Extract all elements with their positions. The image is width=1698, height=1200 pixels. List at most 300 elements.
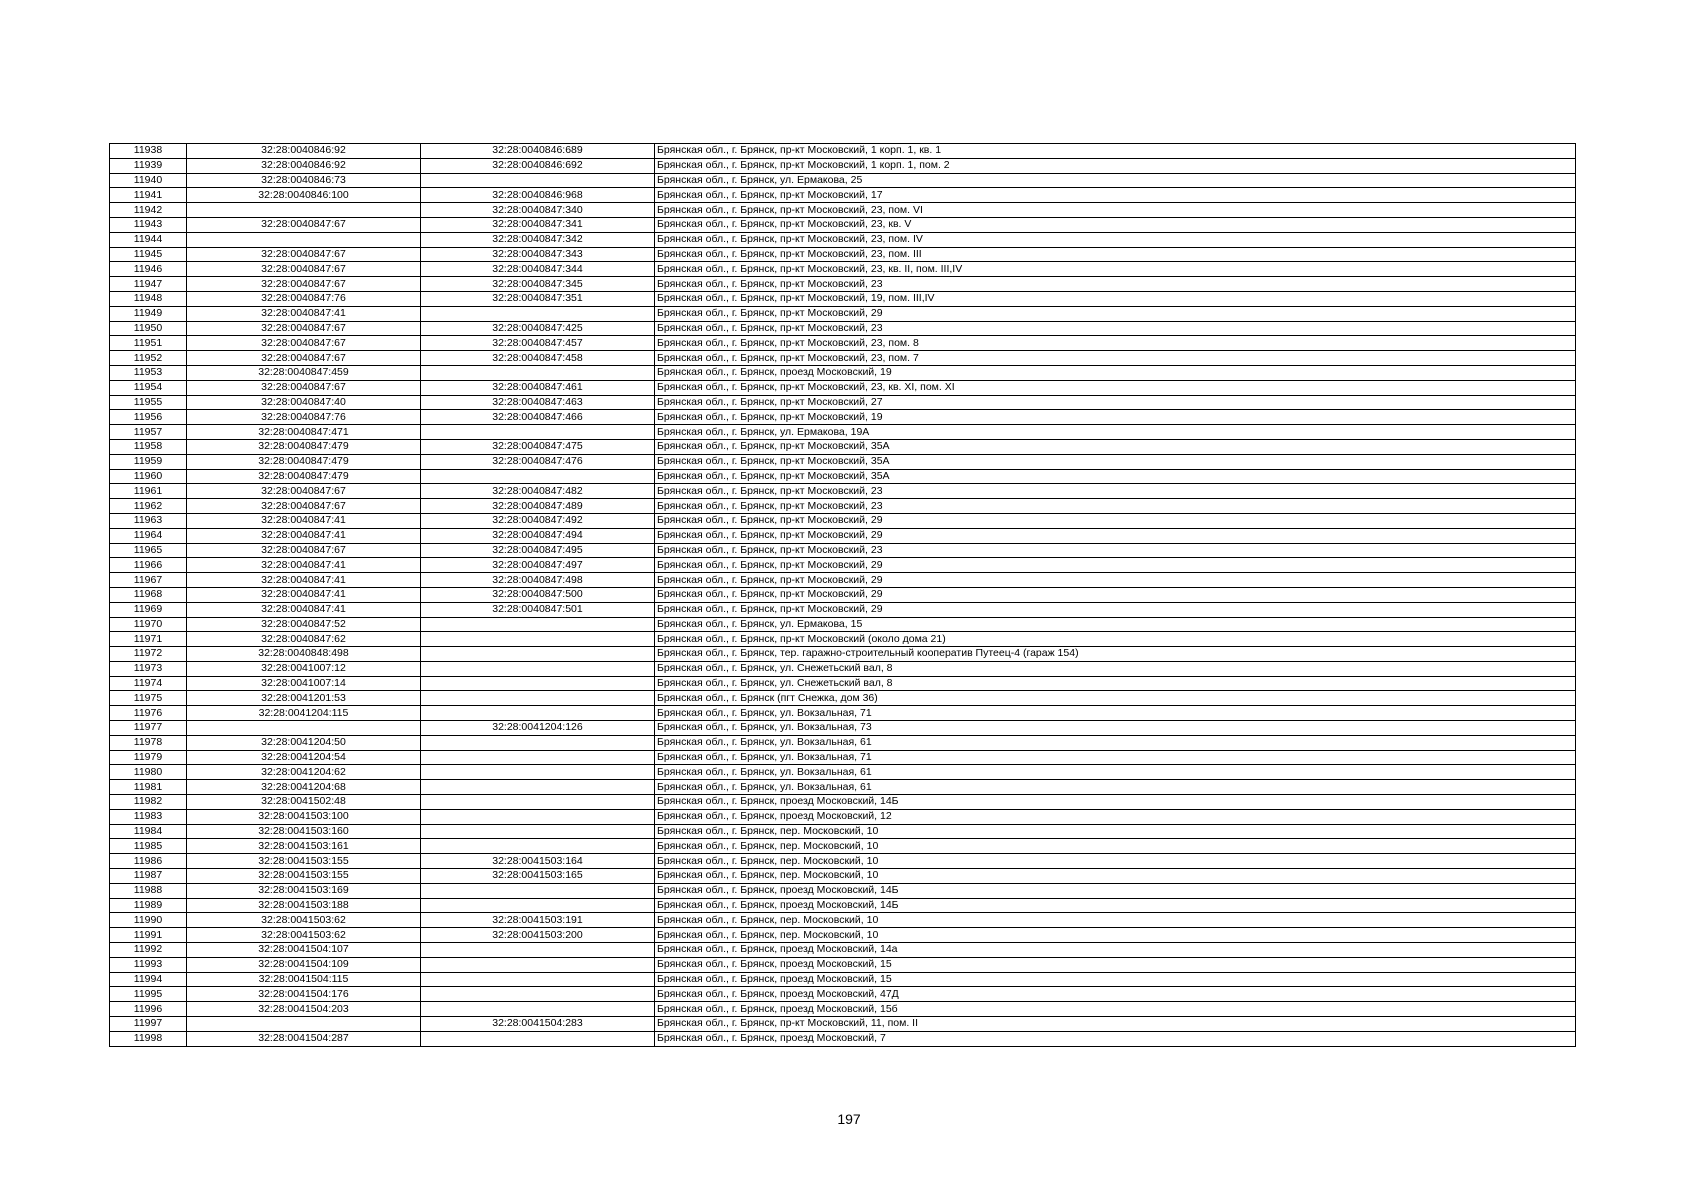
object-number-cell [421, 943, 655, 958]
row-number-cell: 11955 [110, 395, 187, 410]
table-row [110, 291, 1576, 306]
address-cell: Брянская обл., г. Брянск, проезд Московский, 14Б [655, 795, 1576, 810]
row-number-cell: 11961 [110, 484, 187, 499]
object-number-cell [421, 839, 655, 854]
table-row [110, 203, 1576, 218]
land-parcel-number-cell: 32:28:0040847:41 [187, 306, 421, 321]
row-number-cell: 11977 [110, 721, 187, 736]
table-row [110, 543, 1576, 558]
row-number-cell: 11956 [110, 410, 187, 425]
table-row [110, 735, 1576, 750]
table-row [110, 173, 1576, 188]
table-row [110, 425, 1576, 440]
address-cell: Брянская обл., г. Брянск, пр-кт Московский, 23, пом. 7 [655, 351, 1576, 366]
address-cell: Брянская обл., г. Брянск, ул. Ермакова, 25 [655, 173, 1576, 188]
row-number-cell: 11969 [110, 602, 187, 617]
row-number-cell: 11942 [110, 203, 187, 218]
land-parcel-number-cell: 32:28:0040846:100 [187, 188, 421, 203]
address-cell: Брянская обл., г. Брянск, ул. Вокзальная, 61 [655, 735, 1576, 750]
row-number-cell: 11947 [110, 277, 187, 292]
land-parcel-number-cell: 32:28:0041503:155 [187, 869, 421, 884]
land-parcel-number-cell: 32:28:0040847:76 [187, 291, 421, 306]
land-parcel-number-cell: 32:28:0041504:176 [187, 987, 421, 1002]
table-row [110, 854, 1576, 869]
land-parcel-number-cell: 32:28:0041503:188 [187, 898, 421, 913]
address-cell: Брянская обл., г. Брянск, пр-кт Московский, 23, кв. V [655, 217, 1576, 232]
address-cell: Брянская обл., г. Брянск, пр-кт Московский, 19, пом. III,IV [655, 291, 1576, 306]
object-number-cell: 32:28:0041503:200 [421, 928, 655, 943]
table-row [110, 795, 1576, 810]
row-number-cell: 11938 [110, 144, 187, 159]
address-cell: Брянская обл., г. Брянск, проезд Московский, 47Д [655, 987, 1576, 1002]
object-number-cell: 32:28:0040847:492 [421, 513, 655, 528]
land-parcel-number-cell: 32:28:0040848:498 [187, 647, 421, 662]
table-row [110, 987, 1576, 1002]
object-number-cell [421, 809, 655, 824]
table-row [110, 587, 1576, 602]
table-row [110, 306, 1576, 321]
table-row [110, 351, 1576, 366]
table-row [110, 824, 1576, 839]
row-number-cell: 11997 [110, 1017, 187, 1032]
land-parcel-number-cell: 32:28:0041204:54 [187, 750, 421, 765]
address-cell: Брянская обл., г. Брянск, проезд Московский, 14Б [655, 883, 1576, 898]
land-parcel-number-cell: 32:28:0041503:155 [187, 854, 421, 869]
row-number-cell: 11985 [110, 839, 187, 854]
address-cell: Брянская обл., г. Брянск (пгт Снежка, дом 36) [655, 691, 1576, 706]
row-number-cell: 11993 [110, 957, 187, 972]
object-number-cell [421, 661, 655, 676]
row-number-cell: 11951 [110, 336, 187, 351]
land-parcel-number-cell: 32:28:0041201:53 [187, 691, 421, 706]
row-number-cell: 11968 [110, 587, 187, 602]
land-parcel-number-cell: 32:28:0040847:41 [187, 587, 421, 602]
object-number-cell: 32:28:0040847:500 [421, 587, 655, 602]
address-cell: Брянская обл., г. Брянск, тер. гаражно-строительный кооператив Путеец-4 (гараж 154) [655, 647, 1576, 662]
object-number-cell: 32:28:0040847:425 [421, 321, 655, 336]
row-number-cell: 11958 [110, 439, 187, 454]
address-cell: Брянская обл., г. Брянск, пр-кт Московский, 23, пом. IV [655, 232, 1576, 247]
row-number-cell: 11940 [110, 173, 187, 188]
object-number-cell: 32:28:0040847:461 [421, 380, 655, 395]
address-cell: Брянская обл., г. Брянск, пр-кт Московский, 11, пом. II [655, 1017, 1576, 1032]
address-cell: Брянская обл., г. Брянск, пер. Московский, 10 [655, 869, 1576, 884]
land-parcel-number-cell: 32:28:0040847:67 [187, 277, 421, 292]
address-cell: Брянская обл., г. Брянск, пр-кт Московский, 23 [655, 277, 1576, 292]
address-cell: Брянская обл., г. Брянск, пр-кт Московский, 23, пом. III [655, 247, 1576, 262]
table-row [110, 1002, 1576, 1017]
address-cell: Брянская обл., г. Брянск, проезд Московский, 15 [655, 957, 1576, 972]
object-number-cell: 32:28:0040847:498 [421, 573, 655, 588]
row-number-cell: 11946 [110, 262, 187, 277]
address-cell: Брянская обл., г. Брянск, пр-кт Московский, 35А [655, 469, 1576, 484]
address-cell: Брянская обл., г. Брянск, пр-кт Московский, 1 корп. 1, кв. 1 [655, 144, 1576, 159]
table-row [110, 721, 1576, 736]
object-number-cell [421, 750, 655, 765]
land-parcel-number-cell: 32:28:0041502:48 [187, 795, 421, 810]
object-number-cell [421, 898, 655, 913]
table-row [110, 321, 1576, 336]
address-cell: Брянская обл., г. Брянск, проезд Московский, 15б [655, 1002, 1576, 1017]
address-cell: Брянская обл., г. Брянск, пер. Московский, 10 [655, 913, 1576, 928]
land-parcel-number-cell: 32:28:0040847:479 [187, 469, 421, 484]
address-cell: Брянская обл., г. Брянск, ул. Ермакова, 19А [655, 425, 1576, 440]
row-number-cell: 11976 [110, 706, 187, 721]
land-parcel-number-cell: 32:28:0040847:62 [187, 632, 421, 647]
land-parcel-number-cell: 32:28:0040847:67 [187, 351, 421, 366]
land-parcel-number-cell: 32:28:0040847:40 [187, 395, 421, 410]
address-cell: Брянская обл., г. Брянск, ул. Ермакова, 15 [655, 617, 1576, 632]
address-cell: Брянская обл., г. Брянск, проезд Московский, 15 [655, 972, 1576, 987]
address-cell: Брянская обл., г. Брянск, пр-кт Московский, 23 [655, 543, 1576, 558]
row-number-cell: 11979 [110, 750, 187, 765]
row-number-cell: 11972 [110, 647, 187, 662]
table-row [110, 380, 1576, 395]
row-number-cell: 11986 [110, 854, 187, 869]
address-cell: Брянская обл., г. Брянск, проезд Московский, 7 [655, 1031, 1576, 1046]
row-number-cell: 11966 [110, 558, 187, 573]
table-row [110, 232, 1576, 247]
address-cell: Брянская обл., г. Брянск, пр-кт Московский, 29 [655, 587, 1576, 602]
table-row [110, 898, 1576, 913]
address-cell: Брянская обл., г. Брянск, пр-кт Московский, 29 [655, 513, 1576, 528]
table-row [110, 928, 1576, 943]
table-row [110, 558, 1576, 573]
table-row [110, 1017, 1576, 1032]
object-number-cell: 32:28:0040847:342 [421, 232, 655, 247]
object-number-cell [421, 765, 655, 780]
address-cell: Брянская обл., г. Брянск, пр-кт Московский, 23, пом. VI [655, 203, 1576, 218]
table-row [110, 262, 1576, 277]
table-row [110, 883, 1576, 898]
object-number-cell: 32:28:0040847:351 [421, 291, 655, 306]
address-cell: Брянская обл., г. Брянск, пр-кт Московский, 1 корп. 1, пом. 2 [655, 158, 1576, 173]
land-parcel-number-cell: 32:28:0040847:67 [187, 484, 421, 499]
row-number-cell: 11984 [110, 824, 187, 839]
object-number-cell: 32:28:0041503:165 [421, 869, 655, 884]
land-parcel-number-cell: 32:28:0040847:41 [187, 513, 421, 528]
row-number-cell: 11992 [110, 943, 187, 958]
object-number-cell: 32:28:0040846:692 [421, 158, 655, 173]
row-number-cell: 11939 [110, 158, 187, 173]
table-row [110, 484, 1576, 499]
object-number-cell: 32:28:0040847:497 [421, 558, 655, 573]
address-cell: Брянская обл., г. Брянск, пер. Московский, 10 [655, 824, 1576, 839]
object-number-cell: 32:28:0040847:463 [421, 395, 655, 410]
address-cell: Брянская обл., г. Брянск, проезд Московский, 14а [655, 943, 1576, 958]
land-parcel-number-cell: 32:28:0040847:76 [187, 410, 421, 425]
object-number-cell: 32:28:0040847:458 [421, 351, 655, 366]
row-number-cell: 11980 [110, 765, 187, 780]
address-cell: Брянская обл., г. Брянск, пер. Московский, 10 [655, 839, 1576, 854]
table-row [110, 144, 1576, 159]
table-row [110, 439, 1576, 454]
address-cell: Брянская обл., г. Брянск, проезд Московский, 12 [655, 809, 1576, 824]
land-parcel-number-cell: 32:28:0040847:67 [187, 321, 421, 336]
object-number-cell: 32:28:0041204:126 [421, 721, 655, 736]
land-parcel-number-cell [187, 1017, 421, 1032]
land-parcel-number-cell: 32:28:0040847:67 [187, 247, 421, 262]
land-parcel-number-cell: 32:28:0041007:14 [187, 676, 421, 691]
land-parcel-number-cell: 32:28:0041504:287 [187, 1031, 421, 1046]
table-row [110, 1031, 1576, 1046]
table-row [110, 469, 1576, 484]
land-parcel-number-cell: 32:28:0041204:68 [187, 780, 421, 795]
land-parcel-number-cell: 32:28:0041503:62 [187, 928, 421, 943]
land-parcel-number-cell: 32:28:0041504:115 [187, 972, 421, 987]
row-number-cell: 11983 [110, 809, 187, 824]
land-parcel-number-cell: 32:28:0040847:67 [187, 380, 421, 395]
row-number-cell: 11959 [110, 454, 187, 469]
row-number-cell: 11998 [110, 1031, 187, 1046]
row-number-cell: 11994 [110, 972, 187, 987]
object-number-cell [421, 1002, 655, 1017]
land-parcel-number-cell: 32:28:0040847:41 [187, 528, 421, 543]
address-cell: Брянская обл., г. Брянск, пр-кт Московский, 23, кв. XI, пом. XI [655, 380, 1576, 395]
object-number-cell: 32:28:0040847:476 [421, 454, 655, 469]
land-parcel-number-cell: 32:28:0041504:107 [187, 943, 421, 958]
object-number-cell [421, 1031, 655, 1046]
object-number-cell [421, 365, 655, 380]
land-parcel-number-cell: 32:28:0041503:161 [187, 839, 421, 854]
table-row [110, 839, 1576, 854]
object-number-cell: 32:28:0040847:489 [421, 499, 655, 514]
row-number-cell: 11975 [110, 691, 187, 706]
land-parcel-number-cell: 32:28:0041503:160 [187, 824, 421, 839]
row-number-cell: 11974 [110, 676, 187, 691]
land-parcel-number-cell: 32:28:0041503:62 [187, 913, 421, 928]
table-row [110, 573, 1576, 588]
land-parcel-number-cell: 32:28:0041204:115 [187, 706, 421, 721]
row-number-cell: 11970 [110, 617, 187, 632]
object-number-cell [421, 469, 655, 484]
land-parcel-number-cell: 32:28:0040846:73 [187, 173, 421, 188]
object-number-cell: 32:28:0040847:341 [421, 217, 655, 232]
object-number-cell: 32:28:0040847:466 [421, 410, 655, 425]
row-number-cell: 11960 [110, 469, 187, 484]
address-cell: Брянская обл., г. Брянск, ул. Вокзальная, 71 [655, 750, 1576, 765]
table-row [110, 647, 1576, 662]
object-number-cell: 32:28:0040847:457 [421, 336, 655, 351]
address-cell: Брянская обл., г. Брянск, ул. Снежетьский вал, 8 [655, 676, 1576, 691]
address-cell: Брянская обл., г. Брянск, ул. Вокзальная, 71 [655, 706, 1576, 721]
row-number-cell: 11963 [110, 513, 187, 528]
row-number-cell: 11957 [110, 425, 187, 440]
table-row [110, 765, 1576, 780]
land-parcel-number-cell: 32:28:0040847:52 [187, 617, 421, 632]
table-row [110, 513, 1576, 528]
row-number-cell: 11949 [110, 306, 187, 321]
table-row [110, 499, 1576, 514]
land-parcel-number-cell: 32:28:0040847:479 [187, 439, 421, 454]
address-cell: Брянская обл., г. Брянск, пер. Московский, 10 [655, 854, 1576, 869]
object-number-cell: 32:28:0040847:501 [421, 602, 655, 617]
address-cell: Брянская обл., г. Брянск, ул. Вокзальная, 61 [655, 765, 1576, 780]
table-row [110, 913, 1576, 928]
land-parcel-number-cell: 32:28:0040846:92 [187, 144, 421, 159]
address-cell: Брянская обл., г. Брянск, пр-кт Московский, 23 [655, 484, 1576, 499]
cadastral-table-body [110, 144, 1576, 1047]
table-row [110, 528, 1576, 543]
address-cell: Брянская обл., г. Брянск, пр-кт Московский, 17 [655, 188, 1576, 203]
table-row [110, 780, 1576, 795]
row-number-cell: 11965 [110, 543, 187, 558]
object-number-cell: 32:28:0040847:495 [421, 543, 655, 558]
object-number-cell: 32:28:0040847:494 [421, 528, 655, 543]
object-number-cell [421, 706, 655, 721]
address-cell: Брянская обл., г. Брянск, пр-кт Московский, 23 [655, 499, 1576, 514]
row-number-cell: 11944 [110, 232, 187, 247]
land-parcel-number-cell: 32:28:0040847:459 [187, 365, 421, 380]
object-number-cell: 32:28:0040847:340 [421, 203, 655, 218]
table-row [110, 158, 1576, 173]
table-row [110, 395, 1576, 410]
land-parcel-number-cell: 32:28:0041503:169 [187, 883, 421, 898]
row-number-cell: 11943 [110, 217, 187, 232]
row-number-cell: 11981 [110, 780, 187, 795]
table-row [110, 676, 1576, 691]
land-parcel-number-cell [187, 203, 421, 218]
table-row [110, 217, 1576, 232]
land-parcel-number-cell: 32:28:0041504:203 [187, 1002, 421, 1017]
land-parcel-number-cell: 32:28:0041504:109 [187, 957, 421, 972]
table-row [110, 277, 1576, 292]
object-number-cell [421, 780, 655, 795]
table-row [110, 247, 1576, 262]
table-row [110, 365, 1576, 380]
land-parcel-number-cell: 32:28:0040846:92 [187, 158, 421, 173]
object-number-cell [421, 735, 655, 750]
land-parcel-number-cell: 32:28:0040847:41 [187, 558, 421, 573]
object-number-cell [421, 647, 655, 662]
row-number-cell: 11953 [110, 365, 187, 380]
object-number-cell [421, 824, 655, 839]
row-number-cell: 11950 [110, 321, 187, 336]
object-number-cell: 32:28:0041503:164 [421, 854, 655, 869]
table-row [110, 188, 1576, 203]
address-cell: Брянская обл., г. Брянск, пр-кт Московский, 35А [655, 454, 1576, 469]
object-number-cell [421, 632, 655, 647]
land-parcel-number-cell [187, 721, 421, 736]
row-number-cell: 11978 [110, 735, 187, 750]
table-row [110, 943, 1576, 958]
object-number-cell [421, 173, 655, 188]
row-number-cell: 11971 [110, 632, 187, 647]
table-row [110, 617, 1576, 632]
object-number-cell: 32:28:0040847:345 [421, 277, 655, 292]
address-cell: Брянская обл., г. Брянск, пр-кт Московский, 19 [655, 410, 1576, 425]
row-number-cell: 11987 [110, 869, 187, 884]
address-cell: Брянская обл., г. Брянск, ул. Вокзальная, 73 [655, 721, 1576, 736]
row-number-cell: 11962 [110, 499, 187, 514]
address-cell: Брянская обл., г. Брянск, пр-кт Московский, 29 [655, 528, 1576, 543]
object-number-cell [421, 425, 655, 440]
object-number-cell [421, 795, 655, 810]
address-cell: Брянская обл., г. Брянск, пр-кт Московский, 29 [655, 306, 1576, 321]
address-cell: Брянская обл., г. Брянск, ул. Вокзальная, 61 [655, 780, 1576, 795]
object-number-cell: 32:28:0040847:482 [421, 484, 655, 499]
address-cell: Брянская обл., г. Брянск, пр-кт Московский, 23, кв. II, пом. III,IV [655, 262, 1576, 277]
row-number-cell: 11991 [110, 928, 187, 943]
land-parcel-number-cell: 32:28:0041503:100 [187, 809, 421, 824]
row-number-cell: 11996 [110, 1002, 187, 1017]
object-number-cell: 32:28:0040847:344 [421, 262, 655, 277]
object-number-cell [421, 972, 655, 987]
address-cell: Брянская обл., г. Брянск, пр-кт Московский, 35А [655, 439, 1576, 454]
land-parcel-number-cell: 32:28:0041204:50 [187, 735, 421, 750]
row-number-cell: 11995 [110, 987, 187, 1002]
table-row [110, 410, 1576, 425]
row-number-cell: 11964 [110, 528, 187, 543]
row-number-cell: 11941 [110, 188, 187, 203]
row-number-cell: 11988 [110, 883, 187, 898]
address-cell: Брянская обл., г. Брянск, пр-кт Московский (около дома 21) [655, 632, 1576, 647]
address-cell: Брянская обл., г. Брянск, пр-кт Московский, 23, пом. 8 [655, 336, 1576, 351]
page-number: 197 [837, 1111, 861, 1127]
land-parcel-number-cell: 32:28:0041007:12 [187, 661, 421, 676]
object-number-cell: 32:28:0040846:968 [421, 188, 655, 203]
address-cell: Брянская обл., г. Брянск, пр-кт Московский, 29 [655, 558, 1576, 573]
row-number-cell: 11973 [110, 661, 187, 676]
land-parcel-number-cell: 32:28:0041204:62 [187, 765, 421, 780]
address-cell: Брянская обл., г. Брянск, пр-кт Московский, 29 [655, 602, 1576, 617]
row-number-cell: 11954 [110, 380, 187, 395]
table-row [110, 602, 1576, 617]
land-parcel-number-cell: 32:28:0040847:67 [187, 336, 421, 351]
object-number-cell [421, 883, 655, 898]
object-number-cell: 32:28:0040847:343 [421, 247, 655, 262]
row-number-cell: 11982 [110, 795, 187, 810]
land-parcel-number-cell: 32:28:0040847:479 [187, 454, 421, 469]
table-row [110, 972, 1576, 987]
row-number-cell: 11948 [110, 291, 187, 306]
address-cell: Брянская обл., г. Брянск, пр-кт Московский, 29 [655, 573, 1576, 588]
table-row [110, 454, 1576, 469]
land-parcel-number-cell [187, 232, 421, 247]
table-row [110, 809, 1576, 824]
row-number-cell: 11990 [110, 913, 187, 928]
row-number-cell: 11952 [110, 351, 187, 366]
object-number-cell: 32:28:0040847:475 [421, 439, 655, 454]
table-row [110, 750, 1576, 765]
table-row [110, 869, 1576, 884]
land-parcel-number-cell: 32:28:0040847:41 [187, 573, 421, 588]
table-row [110, 691, 1576, 706]
land-parcel-number-cell: 32:28:0040847:67 [187, 499, 421, 514]
address-cell: Брянская обл., г. Брянск, ул. Снежетьский вал, 8 [655, 661, 1576, 676]
land-parcel-number-cell: 32:28:0040847:67 [187, 543, 421, 558]
address-cell: Брянская обл., г. Брянск, пр-кт Московский, 27 [655, 395, 1576, 410]
object-number-cell [421, 987, 655, 1002]
table-row [110, 661, 1576, 676]
land-parcel-number-cell: 32:28:0040847:41 [187, 602, 421, 617]
table-row [110, 706, 1576, 721]
table-row [110, 957, 1576, 972]
object-number-cell: 32:28:0041503:191 [421, 913, 655, 928]
row-number-cell: 11945 [110, 247, 187, 262]
address-cell: Брянская обл., г. Брянск, пр-кт Московский, 23 [655, 321, 1576, 336]
address-cell: Брянская обл., г. Брянск, проезд Московский, 19 [655, 365, 1576, 380]
object-number-cell [421, 306, 655, 321]
land-parcel-number-cell: 32:28:0040847:471 [187, 425, 421, 440]
row-number-cell: 11967 [110, 573, 187, 588]
address-cell: Брянская обл., г. Брянск, пер. Московский, 10 [655, 928, 1576, 943]
land-parcel-number-cell: 32:28:0040847:67 [187, 262, 421, 277]
object-number-cell: 32:28:0040846:689 [421, 144, 655, 159]
table-row [110, 632, 1576, 647]
object-number-cell [421, 691, 655, 706]
land-parcel-number-cell: 32:28:0040847:67 [187, 217, 421, 232]
